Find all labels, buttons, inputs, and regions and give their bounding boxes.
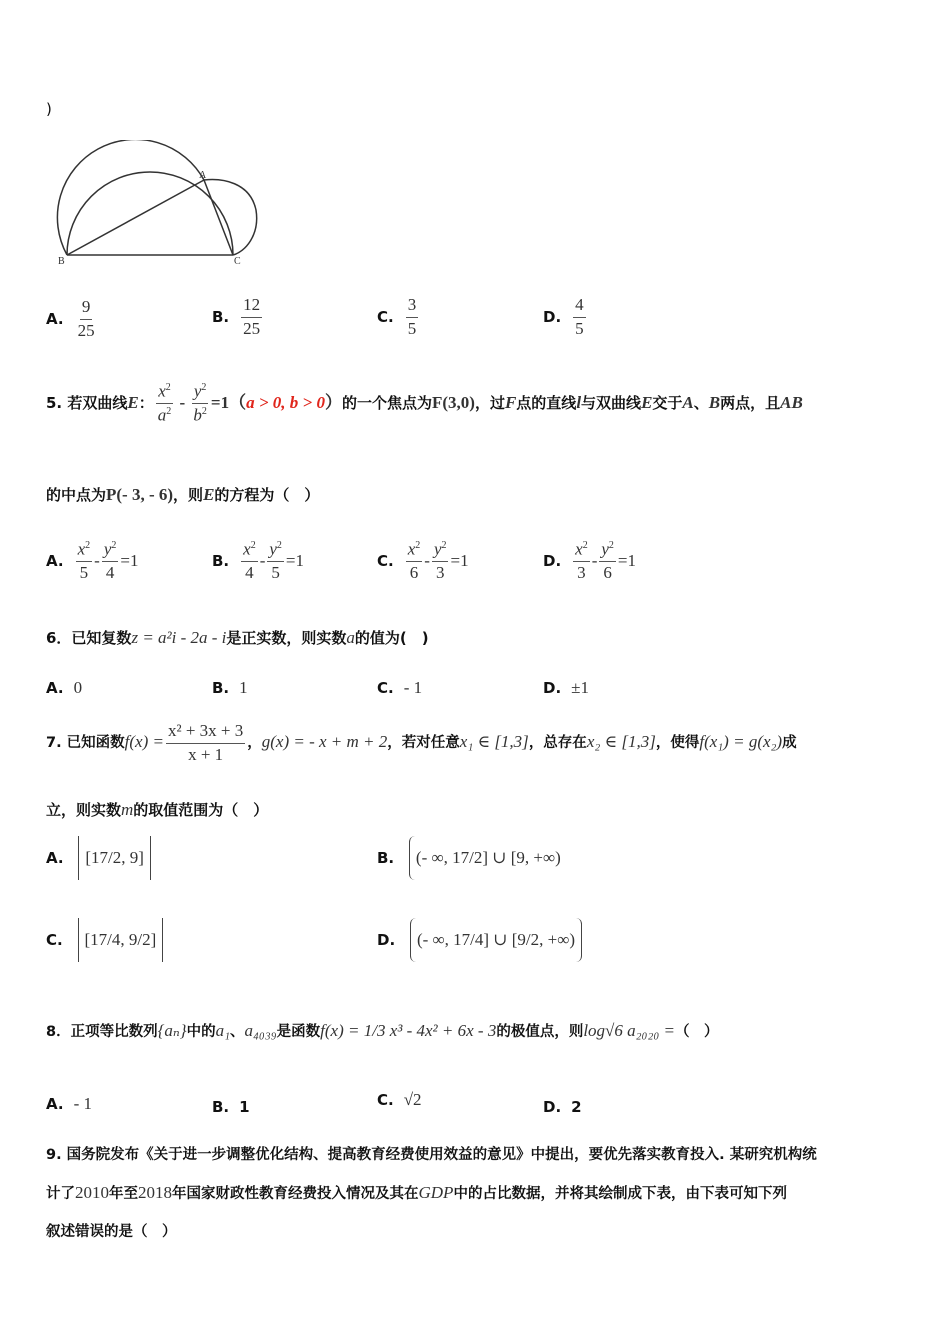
- point-c-label: C: [234, 256, 241, 267]
- q8-option-a[interactable]: A. - 1: [46, 1094, 93, 1113]
- q7-option-a-expr: [17/2, 9]: [78, 836, 151, 880]
- q5-option-b[interactable]: B. $\frac{x^2}{4}$ - $\frac{y^2}{5}$ =1: [212, 539, 304, 583]
- q5-option-c[interactable]: C. $\frac{x^2}{6}$ - $\frac{y^2}{3}$ =1: [377, 539, 469, 583]
- q4-option-b[interactable]: B. $\frac{12}{25}$: [212, 295, 261, 338]
- q9-line3: 叙述错误的是（ ）: [46, 1224, 177, 1240]
- q8-option-b[interactable]: B. 1: [212, 1098, 250, 1116]
- q6-option-c[interactable]: C. - 1: [377, 678, 423, 697]
- q5-option-d[interactable]: D. $\frac{x^2}{3}$ - $\frac{y^2}{6}$ =1: [543, 539, 637, 583]
- q6-stem: 6．已知复数z = a²i - 2a - i是正实数，则实数a的值为( ): [46, 628, 429, 647]
- q6-option-b[interactable]: B. 1: [212, 678, 248, 697]
- q5-stem-line1: 5. 若双曲线E： $\frac{x^2}{a^2}$ - $\frac{y^2}{b^2}$ =1（a > 0, b > 0）的一个焦点为F(3,0)，过F点的直线l与双曲线E交于A、B两点，且AB: [46, 381, 803, 425]
- q8-option-c[interactable]: C. √2: [377, 1090, 422, 1109]
- q7-option-d-expr: (- ∞, 17/4] ∪ [9/2, +∞): [410, 918, 582, 962]
- q7-option-c[interactable]: C. [17/4, 9/2]: [46, 918, 163, 962]
- q8-option-d[interactable]: D. 2: [543, 1098, 582, 1116]
- segment-ac: [204, 180, 233, 255]
- q7-option-d[interactable]: D. (- ∞, 17/4] ∪ [9/2, +∞): [377, 918, 582, 962]
- q7-option-a[interactable]: A. [17/2, 9]: [46, 836, 151, 880]
- q4-option-d[interactable]: D. $\frac{4}{5}$: [543, 295, 584, 338]
- q7-option-b[interactable]: B. (- ∞, 17/2] ∪ [9, +∞): [377, 836, 567, 880]
- continuation-paren: ): [46, 100, 52, 118]
- q6-option-a[interactable]: A. 0: [46, 678, 83, 697]
- point-a-label: A: [199, 170, 207, 181]
- q7-option-b-expr: (- ∞, 17/2] ∪ [9, +∞): [409, 836, 567, 880]
- q5-option-a[interactable]: A. $\frac{x^2}{5}$ - $\frac{y^2}{4}$ =1: [46, 539, 139, 583]
- q7-stem-line1: 7. 已知函数f(x) = $\frac{\text{x² + 3x + 3}}{x + 1}$ ，g(x) = - x + m + 2，若对任意x₁ ∈ [1,3]，总存在x₂ ∈ [1,3]，使得f(x₁) = g(x₂)成: [46, 720, 797, 764]
- q5-stem-line2: 的中点为P(- 3, - 6)，则E的方程为（ ）: [46, 485, 320, 504]
- q7-stem-line2: 立，则实数m的取值范围为（ ）: [46, 800, 269, 819]
- q4-option-c[interactable]: C. $\frac{3}{5}$: [377, 295, 417, 338]
- q9-line1: 9. 国务院发布《关于进一步调整优化结构、提高教育经费使用效益的意见》中提出，要优先落实教育投入. 某研究机构统: [46, 1147, 817, 1163]
- point-b-label: B: [58, 256, 65, 267]
- segment-ba: [67, 180, 204, 255]
- inner-arc: [57, 140, 204, 255]
- q9-stem: [46, 1136, 908, 1251]
- q7-option-c-expr: [17/4, 9/2]: [78, 918, 164, 962]
- q9-line2: 计了2010年至2018年国家财政性教育经费投入情况及其在GDP中的占比数据，并将其绘制成下表，由下表可知下列: [46, 1183, 787, 1202]
- q6-option-d[interactable]: D. ±1: [543, 678, 589, 697]
- q4-option-a[interactable]: A. $\frac{9}{25}$: [46, 297, 95, 340]
- semicircle-figure: [50, 140, 270, 270]
- big-semicircle: [67, 172, 233, 255]
- q8-stem: 8．正项等比数列{aₙ}中的a₁、a₄₀₃₉是函数f(x) = 1/3 x³ - 4x² + 6x - 3的极值点，则log√6 a₂₀₂₀ =（ ）: [46, 1021, 719, 1040]
- right-arc: [204, 180, 257, 255]
